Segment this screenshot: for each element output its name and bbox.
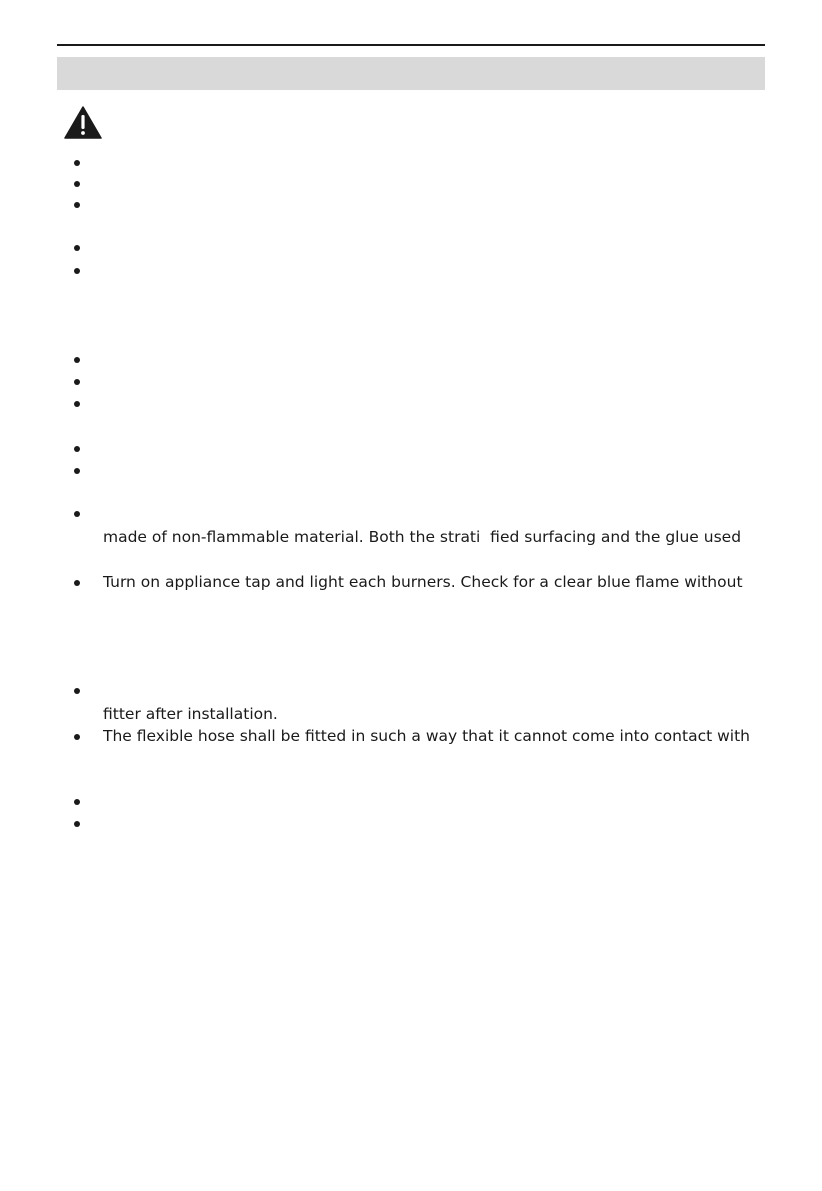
list-bullet [74, 245, 80, 251]
hose-note-line: The flexible hose shall be fitted in such a way that it cannot come into contact with [103, 727, 750, 745]
list-bullet [74, 379, 80, 385]
list-bullet [74, 511, 80, 517]
list-bullet [74, 580, 80, 586]
section-header-band [57, 57, 765, 90]
list-bullet [74, 821, 80, 827]
list-bullet [74, 446, 80, 452]
warning-triangle-icon [64, 106, 102, 139]
list-bullet [74, 268, 80, 274]
list-bullet [74, 401, 80, 407]
list-bullet [74, 202, 80, 208]
fitter-note-line: fitter after installation. [103, 705, 278, 723]
material-note-line: made of non-flammable material. Both the strati fied surfacing and the glue used [103, 528, 742, 546]
list-bullet [74, 468, 80, 474]
list-bullet [74, 357, 80, 363]
tap-check-line: Turn on appliance tap and light each burners. Check for a clear blue flame without [103, 573, 743, 591]
top-rule [57, 44, 765, 46]
list-bullet [74, 734, 80, 740]
list-bullet [74, 688, 80, 694]
list-bullet [74, 181, 80, 187]
list-bullet [74, 799, 80, 805]
list-bullet [74, 160, 80, 166]
